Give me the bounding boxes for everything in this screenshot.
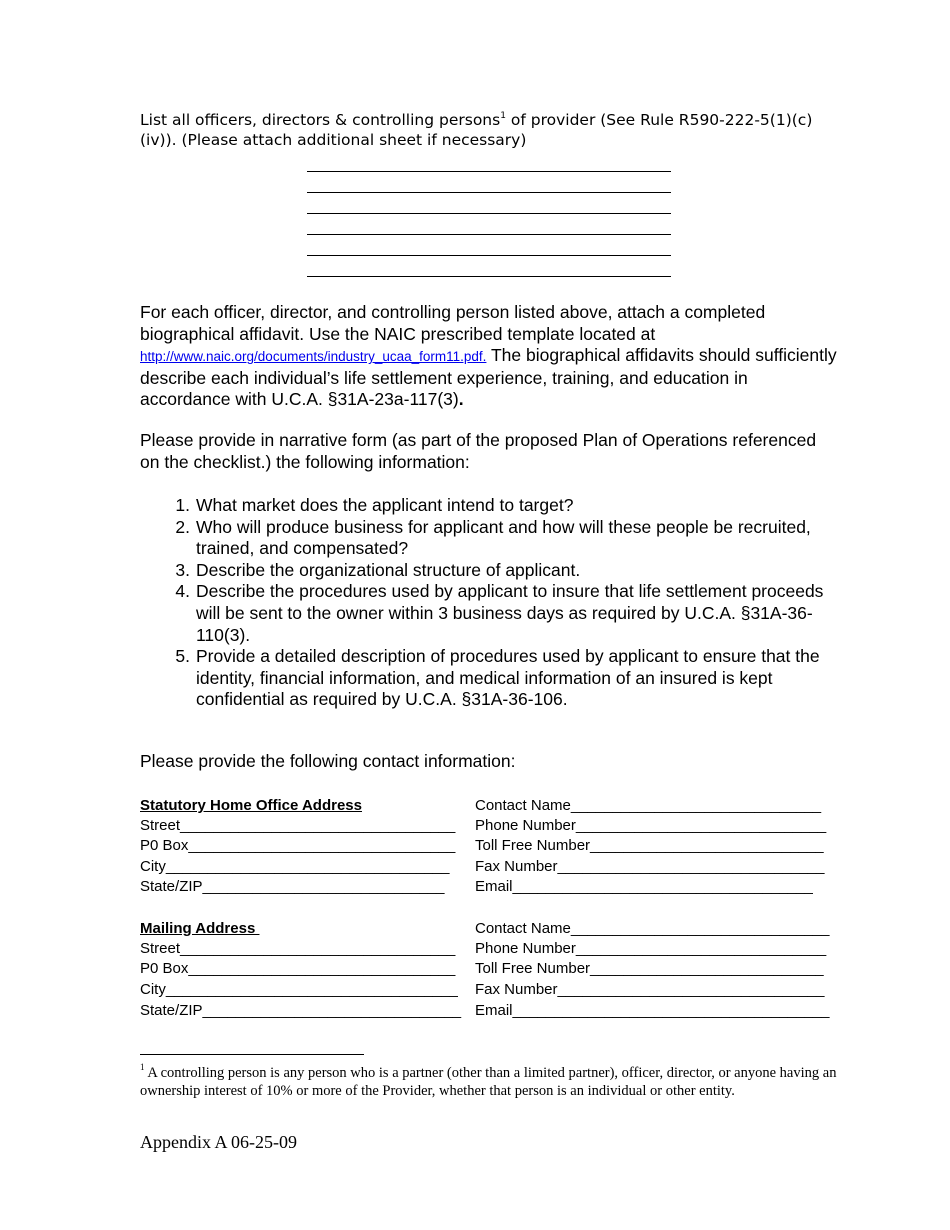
home-contact-name-field[interactable]	[475, 796, 827, 816]
field-line[interactable]: ________________________________	[188, 837, 456, 854]
officers-instruction-text-2: of provider (See Rule R590-222-5(1)(c) (iv)). (Please attach additional sheet if necessary)	[140, 111, 813, 149]
officer-entry-line[interactable]	[307, 234, 671, 235]
narrative-items-list	[160, 495, 840, 711]
field-label: P0 Box	[140, 960, 189, 977]
field-line[interactable]: _______________________________	[202, 1002, 462, 1019]
field-label: Contact Name	[475, 797, 571, 814]
item-text: Describe the organizational structure of applicant.	[196, 559, 581, 580]
contact-instruction: Please provide the following contact information:	[140, 751, 516, 771]
mail-tollfree-field[interactable]	[475, 959, 832, 979]
field-label: Email	[475, 1002, 513, 1019]
footnote-reference[interactable]: 1	[500, 110, 506, 121]
item-text: Describe the procedures used by applicant to insure that life settlement proceeds will be sent to the owner within 3 business days as required by U.C.A. §31A-36-110(3).	[196, 581, 824, 645]
home-fax-field[interactable]	[475, 857, 831, 877]
mail-pobox-field[interactable]	[140, 959, 470, 979]
page-footer: Appendix A 06-25-09	[140, 1132, 297, 1152]
field-label: State/ZIP	[140, 1002, 203, 1019]
field-label: Street	[140, 940, 181, 957]
field-label: Toll Free Number	[475, 960, 591, 977]
mail-email-field[interactable]	[475, 1001, 837, 1021]
item-number: 1.	[175, 495, 190, 515]
footnote	[140, 1064, 840, 1100]
home-statezip-field[interactable]	[140, 877, 467, 897]
field-label: P0 Box	[140, 837, 189, 854]
list-item	[160, 560, 840, 582]
home-phone-field[interactable]	[475, 816, 832, 836]
affidavit-text-2: The biographical affidavits should sufficiently describe each individual’s life settlement experience, training, and education in accordance with U.C.A. §31A-23a-117(3)	[140, 345, 837, 410]
field-label: Email	[475, 878, 513, 895]
mail-phone-field[interactable]	[475, 939, 832, 959]
field-line[interactable]: ______________________________________	[512, 1002, 830, 1019]
mail-contact-name-field[interactable]	[475, 919, 835, 939]
officers-instruction	[140, 110, 820, 150]
field-line[interactable]: ________________________________	[557, 981, 825, 998]
officers-instruction-text: List all officers, directors & controlling persons	[140, 111, 501, 129]
item-number: 2.	[175, 516, 190, 537]
affidavit-text: For each officer, director, and controlling person listed above, attach a completed biographical affidavit. Use the NAIC prescribed template located at	[140, 302, 766, 344]
field-line[interactable]: _______________________________	[570, 920, 830, 937]
item-number: 4.	[175, 581, 190, 602]
home-email-field[interactable]	[475, 877, 827, 897]
item-text: What market does the applicant intend to target?	[196, 495, 574, 515]
list-item	[160, 646, 840, 711]
officer-entry-line[interactable]	[307, 213, 671, 214]
officer-entry-line[interactable]	[307, 192, 671, 193]
field-label: City	[140, 858, 166, 875]
mailing-heading: Mailing Address	[140, 920, 260, 937]
officer-entry-line[interactable]	[307, 255, 671, 256]
field-label: State/ZIP	[140, 878, 203, 895]
field-label: Toll Free Number	[475, 837, 591, 854]
narrative-instruction: Please provide in narrative form (as part of the proposed Plan of Operations referenced on the checklist.) the following information:	[140, 430, 817, 472]
officer-entry-line[interactable]	[307, 171, 671, 172]
field-line[interactable]: ____________________________	[590, 837, 824, 854]
field-line[interactable]: ______________________________	[575, 817, 827, 834]
home-city-field[interactable]	[140, 857, 465, 877]
field-label: Phone Number	[475, 940, 576, 957]
field-label: Fax Number	[475, 858, 558, 875]
item-number: 3.	[175, 559, 190, 580]
field-line[interactable]: _____________________________	[202, 878, 445, 895]
field-line[interactable]: ______________________________	[575, 940, 827, 957]
field-line[interactable]: ________________________________	[188, 960, 456, 977]
list-item	[160, 517, 840, 560]
affidavit-end-mark: .	[458, 389, 464, 410]
list-item	[160, 581, 840, 646]
mail-fax-field[interactable]	[475, 980, 831, 1000]
home-office-heading: Statutory Home Office Address	[140, 797, 362, 814]
field-label: Fax Number	[475, 981, 558, 998]
field-line[interactable]: __________________________________	[165, 858, 450, 875]
field-label: Contact Name	[475, 920, 571, 937]
field-label: City	[140, 981, 166, 998]
field-label: Street	[140, 817, 181, 834]
mail-statezip-field[interactable]	[140, 1001, 474, 1021]
item-text: Who will produce business for applicant and how will these people be recruited, trained, and compensated?	[196, 516, 811, 559]
field-line[interactable]: _________________________________	[180, 817, 456, 834]
field-line[interactable]: _________________________________	[180, 940, 456, 957]
field-line[interactable]: ____________________________________	[512, 878, 813, 895]
naic-template-link[interactable]: http://www.naic.org/documents/industry_ucaa_form11.pdf.	[140, 349, 487, 365]
field-label: Phone Number	[475, 817, 576, 834]
field-line[interactable]: ________________________________	[557, 858, 825, 875]
footnote-separator	[140, 1054, 364, 1055]
mail-city-field[interactable]	[140, 980, 473, 1000]
item-number: 5.	[175, 646, 190, 667]
field-line[interactable]: ____________________________	[590, 960, 824, 977]
footnote-text: A controlling person is any person who is a partner (other than a limited partner), officer, director, or anyone having an ownership interest of 10% or more of the Provider, whether that person is an individual or other entity.	[140, 1065, 837, 1099]
item-text: Provide a detailed description of procedures used by applicant to ensure that the identity, financial information, and medical information of an insured is kept confidential as required by U.C.A. §31A-36-106.	[196, 646, 820, 710]
field-line[interactable]: ___________________________________	[165, 981, 458, 998]
list-item	[160, 495, 840, 517]
home-tollfree-field[interactable]	[475, 836, 832, 856]
home-pobox-field[interactable]	[140, 836, 470, 856]
home-street-field[interactable]	[140, 816, 470, 836]
affidavit-paragraph	[140, 302, 840, 411]
field-line[interactable]: ______________________________	[570, 797, 822, 814]
officer-entry-line[interactable]	[307, 276, 671, 277]
footnote-mark: 1	[140, 1062, 145, 1073]
mail-street-field[interactable]	[140, 939, 470, 959]
